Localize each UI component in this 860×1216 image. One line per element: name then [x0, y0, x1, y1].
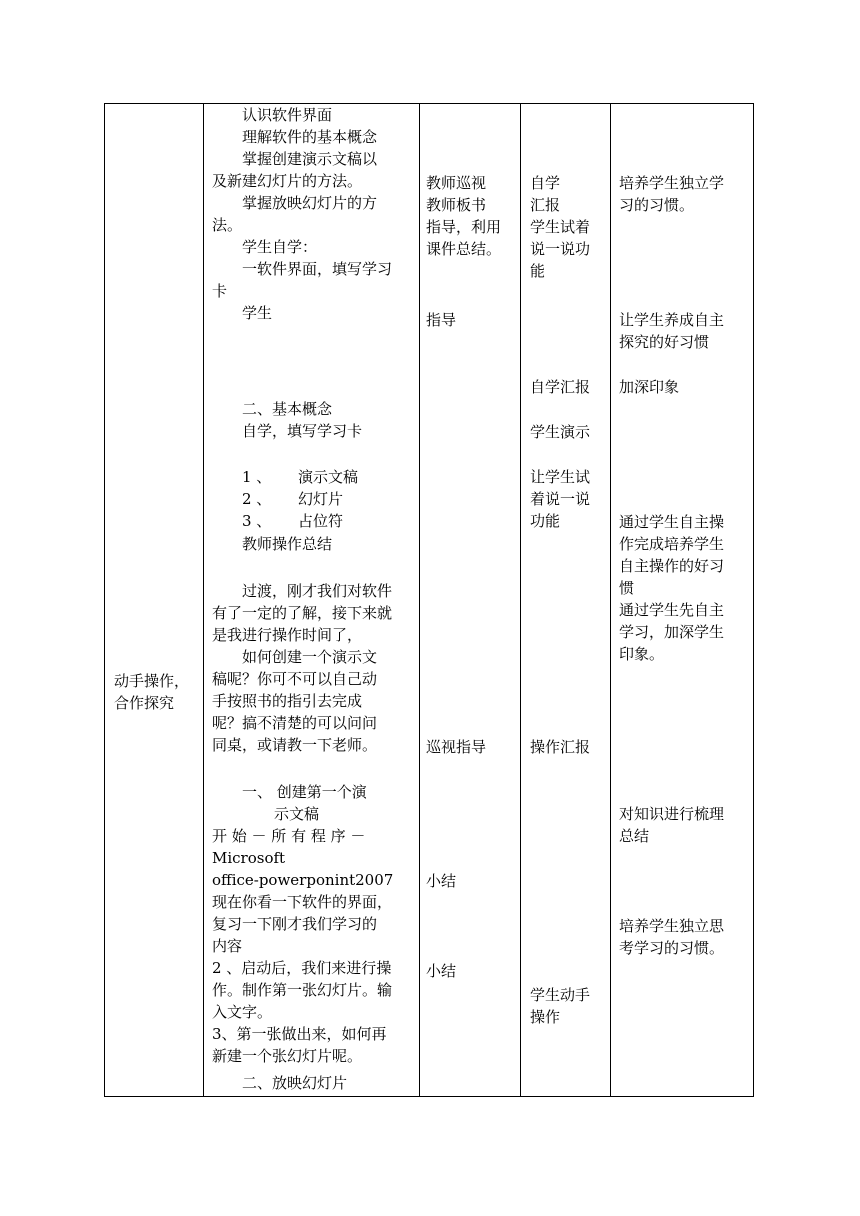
concept-list — [212, 466, 358, 532]
teacher-activity: 教师巡视 教师板书 指导，利用 课件总结。 — [426, 174, 502, 258]
student-activity: 学生演示 — [530, 423, 591, 441]
content-block-concepts: 二、基本概念 自学，填写学习卡 — [242, 400, 363, 440]
design-intent: 对知识进行梳理 总结 — [619, 805, 725, 845]
student-activity: 让学生试 着说一说 功能 — [530, 468, 591, 530]
design-intent: 加深印象 — [619, 378, 680, 396]
list-item: 1 、 演示文稿 — [242, 468, 359, 486]
student-activity: 自学 汇报 学生试着 说一说功 能 — [530, 174, 591, 280]
content-block-intro: 认识软件界面 理解软件的基本概念 掌握创建演示文稿以 及新建幻灯片的方法。 掌握放映幻灯片的方 法。 学生自学： 一软件界面，填写学习 卡 学生 — [212, 106, 393, 322]
column-divider — [203, 104, 204, 1096]
teacher-activity: 巡视指导 — [426, 738, 487, 756]
design-intent: 培养学生独立学 习的习惯。 — [619, 174, 725, 214]
teacher-activity: 小结 — [426, 872, 457, 890]
student-activity: 自学汇报 — [530, 378, 591, 396]
teacher-activity: 小结 — [426, 962, 457, 980]
column-divider — [419, 104, 420, 1096]
student-activity: 学生动手 操作 — [530, 986, 591, 1026]
list-item: 2 、 幻灯片 — [242, 490, 344, 508]
content-block-create: 一、 创建第一个演 示文稿 — [242, 783, 367, 823]
teacher-activity: 指导 — [426, 311, 457, 329]
design-intent: 让学生养成自主 探究的好习惯 — [619, 311, 725, 351]
list-item: 3 、 占位符 — [242, 512, 344, 530]
student-activity: 操作汇报 — [530, 738, 591, 756]
design-intent: 培养学生独立思 考学习的习惯。 — [619, 917, 725, 957]
content-block-transition: 过渡，刚才我们对软件 有了一定的了解，接下来就 是我进行操作时间了， 如何创建一个演示文 稿呢？你可不可以自己动 手按照书的指引去完成 呢？搞不清楚的可以问问 同桌，或请教一下老师。 — [212, 582, 393, 754]
column-divider — [610, 104, 611, 1096]
section-label: 动手操作， 合作探究 — [114, 672, 190, 712]
design-intent: 通过学生自主操 作完成培养学生 自主操作的好习 惯 通过学生先自主 学习，加深学生 印象。 — [619, 513, 725, 663]
column-divider — [520, 104, 521, 1096]
content-block-steps: 开 始 － 所 有 程 序 － Microsoft office-powerponint2007 现在你看一下软件的界面， 复习一下刚才我们学习的 内容 2 、启动后，我们来进行操 作。制作第一张幻灯片。输 入文字。 3、第一张做出来，如何再 新建一个张幻灯片呢。 — [212, 827, 394, 1065]
content-block-slideshow: 二、放映幻灯片 — [242, 1074, 348, 1092]
content-block-summary: 教师操作总结 — [242, 535, 333, 553]
